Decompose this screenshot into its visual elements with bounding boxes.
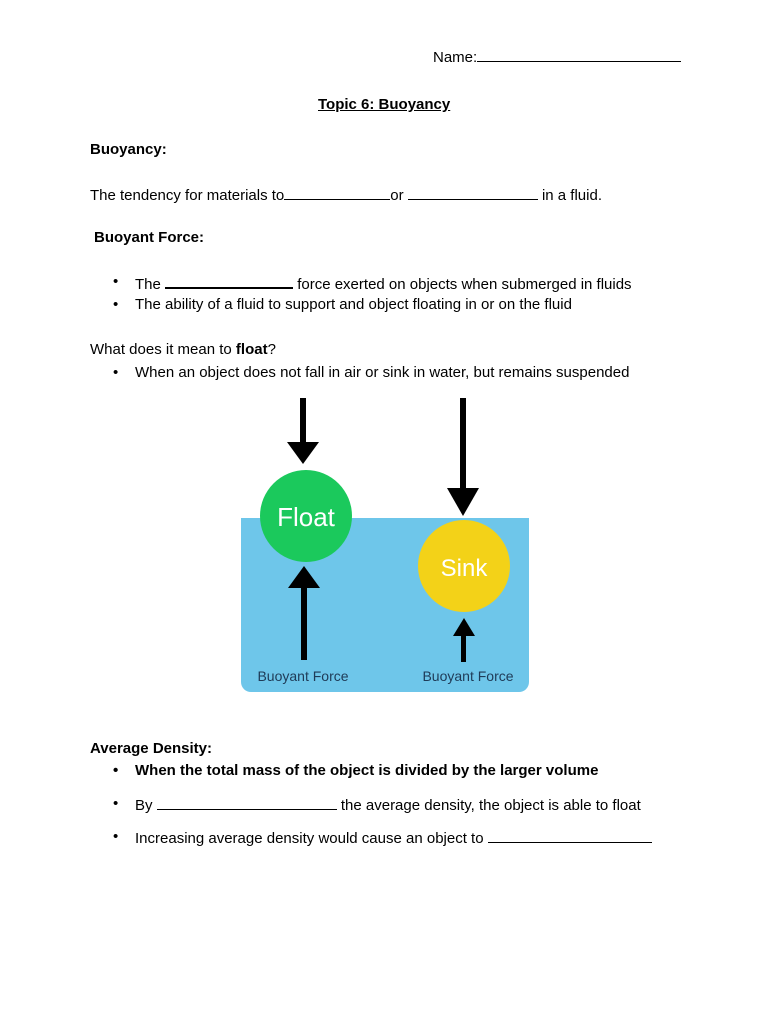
list-item bbox=[135, 795, 641, 814]
name-field bbox=[433, 47, 681, 66]
bullet1-end: force exerted on objects when submerged in fluids bbox=[297, 276, 632, 293]
list-item bbox=[135, 273, 632, 293]
buoyancy-sentence-mid: or bbox=[390, 187, 404, 204]
average-density-heading: Average Density: bbox=[90, 740, 212, 757]
sink-label: Sink bbox=[440, 555, 488, 582]
float-label: Float bbox=[277, 502, 335, 532]
buoyancy-sentence-end: in a fluid. bbox=[541, 187, 602, 204]
buoyancy-sentence-start: The tendency for materials to bbox=[90, 187, 285, 204]
list-item: • The ability of a fluid to support and object floating in or on the fluid bbox=[135, 296, 572, 313]
float-question bbox=[90, 341, 276, 358]
float-question-bold: float bbox=[235, 341, 268, 358]
buoyancy-blank-2[interactable] bbox=[408, 185, 538, 200]
density-blank-2[interactable] bbox=[488, 828, 652, 843]
buoyancy-heading: Buoyancy: bbox=[90, 141, 167, 158]
buoyant-force-heading: Buoyant Force: bbox=[94, 229, 205, 246]
buoyancy-diagram bbox=[241, 396, 529, 692]
bullet3-text: Increasing average density would cause an object to bbox=[135, 830, 484, 847]
diagram-svg bbox=[241, 396, 529, 692]
float-question-end: ? bbox=[267, 341, 276, 358]
buoyancy-definition bbox=[90, 185, 602, 204]
left-force-label: Buoyant Force bbox=[257, 668, 349, 684]
bullet1-start: The bbox=[135, 276, 161, 293]
right-force-label: Buoyant Force bbox=[422, 668, 514, 684]
buoyant-force-blank[interactable] bbox=[165, 273, 293, 289]
name-label: Name: bbox=[433, 49, 478, 66]
float-question-start: What does it mean to bbox=[90, 341, 236, 358]
buoyancy-blank-1[interactable] bbox=[284, 185, 390, 200]
list-item: • When an object does not fall in air or sink in water, but remains suspended bbox=[135, 364, 629, 381]
list-item bbox=[135, 828, 652, 847]
density-blank-1[interactable] bbox=[157, 795, 337, 810]
name-blank[interactable] bbox=[477, 47, 681, 62]
bullet2-end: the average density, the object is able to float bbox=[340, 797, 641, 814]
page-title: Topic 6: Buoyancy bbox=[318, 96, 451, 113]
list-item: • When the total mass of the object is divided by the larger volume bbox=[135, 762, 598, 779]
bullet2-start: By bbox=[135, 797, 153, 814]
